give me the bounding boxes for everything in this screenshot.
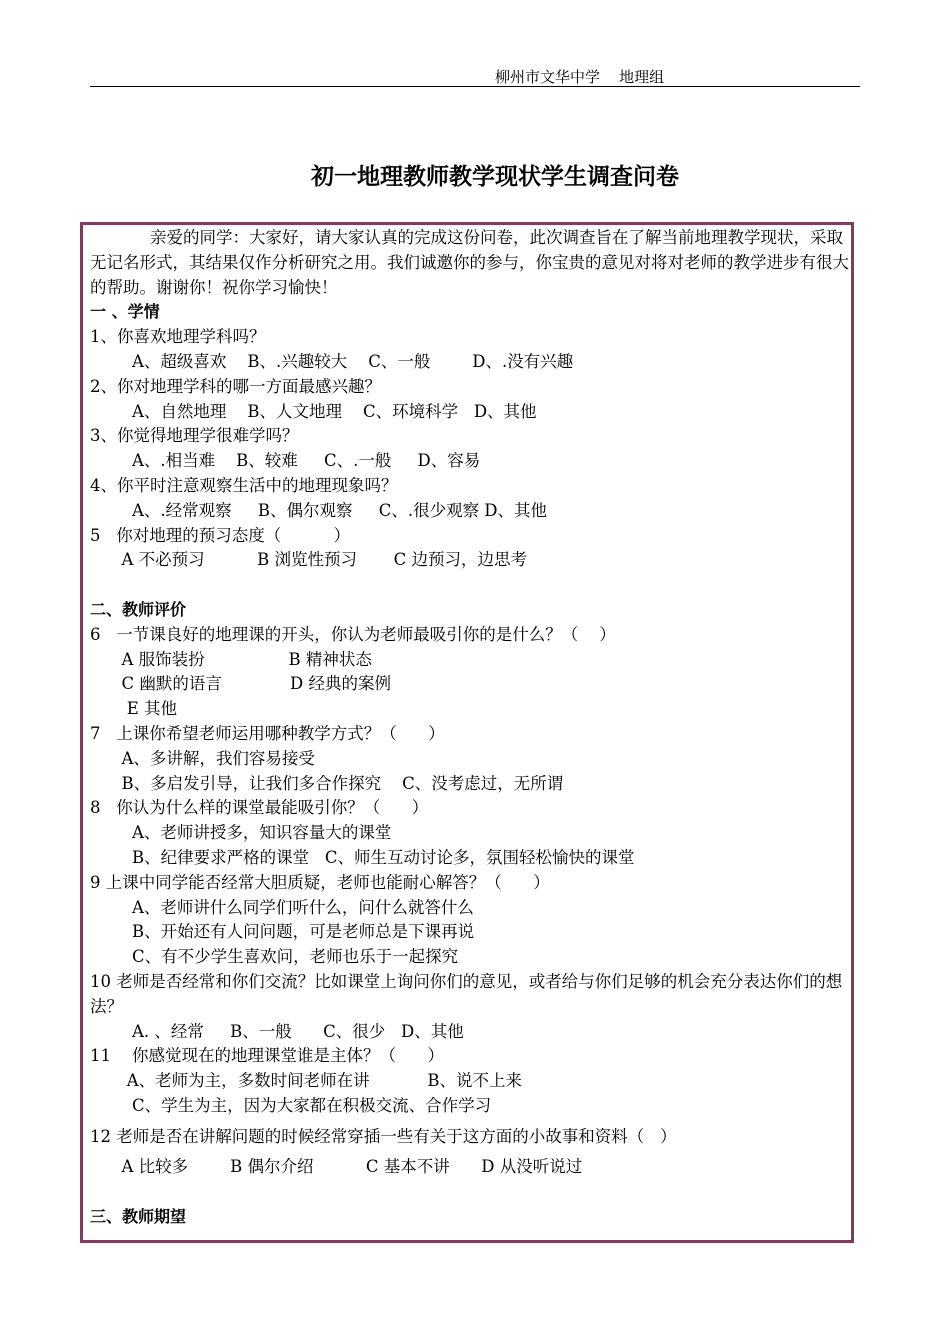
- question-7-options-2: B、多启发引导，让我们多合作探究 C、没考虑过，无所谓: [90, 773, 564, 793]
- question-12-options: A 比较多 B 偶尔介绍 C 基本不讲 D 从没听说过: [90, 1157, 583, 1177]
- question-6-options-2: C 幽默的语言 D 经典的案例: [90, 674, 391, 694]
- spacer: [90, 1180, 850, 1205]
- question-2-options: A、自然地理 B、人文地理 C、环境科学 D、其他: [90, 401, 537, 421]
- question-9-options-3: C、有不少学生喜欢问，老师也乐于一起探究: [90, 947, 459, 967]
- header-school-group: 柳州市文华中学 地理组: [495, 68, 665, 86]
- question-4-options: A、.经常观察 B、偶尔观察 C、.很少观察 D、其他: [90, 500, 548, 520]
- question-3: 3、你觉得地理学很难学吗？: [90, 426, 299, 446]
- question-1: 1、你喜欢地理学科吗？: [90, 327, 266, 347]
- question-9-options-1: A、老师讲什么同学们听什么，问什么就答什么: [90, 897, 474, 917]
- question-1-options: A、超级喜欢 B、.兴趣较大 C、一般 D、.没有兴趣: [90, 351, 574, 371]
- question-3-options: A、.相当难 B、较难 C、.一般 D、容易: [90, 451, 481, 471]
- intro-paragraph: 亲爱的同学：大家好，请大家认真的完成这份问卷，此次调查旨在了解当前地理教学现状，采取无记名形式，其结果仅作分析研究之用。我们诚邀你的参与，你宝贵的意见对将对老师的教学进步有很大的帮助。谢谢你！祝你学习愉快！: [90, 228, 849, 297]
- header-rule: [90, 86, 860, 87]
- question-9-options-2: B、开始还有人问问题，可是老师总是下课再说: [90, 922, 475, 942]
- question-9: 9 上课中同学能否经常大胆质疑，老师也能耐心解答？（ ）: [90, 872, 550, 892]
- question-5: 5 你对地理的预习态度（ ）: [90, 525, 351, 545]
- question-8: 8 你认为什么样的课堂最能吸引你？（ ）: [90, 798, 429, 818]
- section-heading-3: 三、教师期望: [90, 1207, 187, 1227]
- question-8-options-1: A、老师讲授多，知识容量大的课堂: [90, 823, 392, 843]
- question-6: 6 一节课良好的地理课的开头，你认为老师最吸引你的是什么？（ ）: [90, 624, 616, 644]
- question-7-options-1: A、多讲解，我们容易接受: [90, 748, 315, 768]
- question-10: 10 老师是否经常和你们交流？比如课堂上询问你们的意见，或者给与你们足够的机会充分表达你们的想法？: [90, 971, 843, 1016]
- page-title: 初一地理教师教学现状学生调查问卷: [311, 164, 679, 190]
- question-6-options-3: E 其他: [90, 699, 178, 719]
- section-heading-2: 二、教师评价: [90, 599, 187, 619]
- question-10-options: A. 、经常 B、一般 C、很少 D、其他: [90, 1021, 464, 1041]
- question-7: 7 上课你希望老师运用哪种教学方式？（ ）: [90, 723, 445, 743]
- question-11-options-1: A、老师为主，多数时间老师在讲 B、说不上来: [90, 1071, 522, 1091]
- question-5-options: A 不必预习 B 浏览性预习 C 边预习，边思考: [90, 550, 528, 570]
- question-11-options-2: C、学生为主，因为大家都在积极交流、合作学习: [90, 1095, 492, 1115]
- question-4: 4、你平时注意观察生活中的地理现象吗？: [90, 475, 398, 495]
- question-12: 12 老师是否在讲解问题的时候经常穿插一些有关于这方面的小故事和资料（ ）: [90, 1126, 677, 1146]
- question-11: 11 你感觉现在的地理课堂谁是主体？（ ）: [90, 1046, 444, 1066]
- question-6-options-1: A 服饰装扮 B 精神状态: [90, 649, 372, 669]
- questionnaire-body: [90, 226, 850, 1230]
- section-heading-1: 一 、学情: [90, 302, 160, 322]
- question-2: 2、你对地理学科的哪一方面最感兴趣？: [90, 376, 381, 396]
- spacer: [90, 573, 850, 598]
- question-8-options-2: B、纪律要求严格的课堂 C、师生互动讨论多，氛围轻松愉快的课堂: [90, 847, 635, 867]
